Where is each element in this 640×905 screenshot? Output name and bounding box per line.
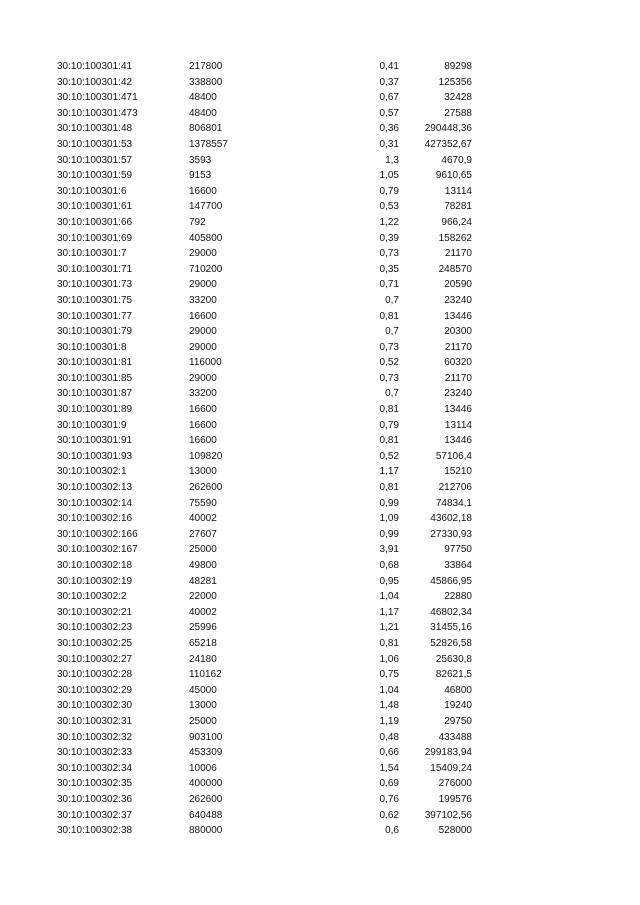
cadastral-number-cell: 30:10:100302:16: [57, 513, 133, 525]
table-row: [0, 324, 640, 340]
cadastral-number-cell: 30:10:100301:42: [57, 76, 133, 88]
value-cell: 57106,4: [435, 450, 472, 462]
cadastral-number-cell: 30:10:100302:19: [57, 575, 133, 587]
value-cell: 82621,5: [435, 669, 472, 681]
cadastral-number-cell: 30:10:100302:30: [57, 700, 133, 712]
table-row: [0, 418, 640, 434]
cadastral-number-cell: 30:10:100301:73: [57, 279, 133, 291]
table-row: [0, 121, 640, 137]
coefficient-cell: 1,06: [379, 653, 399, 665]
area-cell: 48400: [189, 92, 217, 104]
value-cell: 21170: [444, 248, 472, 260]
cadastral-number-cell: 30:10:100302:37: [57, 809, 133, 821]
table-row: [0, 184, 640, 200]
coefficient-cell: 0,36: [379, 123, 399, 135]
cadastral-number-cell: 30:10:100302:25: [57, 637, 133, 649]
coefficient-cell: 1,54: [379, 762, 399, 774]
coefficient-cell: 1,48: [379, 700, 399, 712]
area-cell: 22000: [189, 591, 217, 603]
coefficient-cell: 0,75: [379, 669, 399, 681]
coefficient-cell: 0,57: [379, 107, 399, 119]
coefficient-cell: 0,81: [379, 310, 399, 322]
table-row: [0, 745, 640, 761]
cadastral-number-cell: 30:10:100301:59: [57, 170, 133, 182]
value-cell: 13114: [444, 419, 472, 431]
table-row: [0, 340, 640, 356]
area-cell: 49800: [189, 560, 217, 571]
area-cell: 13000: [189, 700, 217, 712]
area-cell: 9153: [189, 170, 212, 182]
coefficient-cell: 1,05: [379, 170, 399, 182]
table-row: [0, 402, 640, 418]
area-cell: 16600: [189, 435, 217, 447]
table-row: [0, 106, 640, 122]
table-row: [0, 386, 640, 402]
table-row: [0, 464, 640, 480]
cadastral-number-cell: 30:10:100302:28: [57, 669, 133, 681]
cadastral-number-cell: 30:10:100301:89: [57, 404, 133, 416]
coefficient-cell: 0,48: [379, 731, 399, 743]
cadastral-number-cell: 30:10:100301:471: [57, 92, 138, 104]
coefficient-cell: 1,17: [379, 606, 399, 618]
value-cell: 46802,34: [430, 606, 472, 618]
area-cell: 48281: [189, 575, 217, 587]
area-cell: 116000: [189, 357, 222, 369]
coefficient-cell: 1,3: [385, 154, 399, 166]
value-cell: 9610,65: [435, 170, 472, 182]
table-row: [0, 59, 640, 75]
coefficient-cell: 0,52: [379, 357, 399, 369]
coefficient-cell: 0,62: [379, 809, 399, 821]
area-cell: 1378557: [189, 138, 228, 150]
value-cell: 97750: [444, 544, 472, 556]
cadastral-number-cell: 30:10:100301:473: [57, 107, 138, 119]
coefficient-cell: 0,71: [379, 279, 399, 291]
value-cell: 74834,1: [435, 497, 472, 509]
table-row: [0, 215, 640, 231]
table-row: [0, 776, 640, 792]
coefficient-cell: 0,53: [379, 201, 399, 213]
table-row: [0, 231, 640, 247]
area-cell: 45000: [189, 684, 217, 696]
cadastral-number-cell: 30:10:100302:29: [57, 684, 133, 696]
table-row: [0, 683, 640, 699]
coefficient-cell: 1,22: [379, 216, 399, 228]
area-cell: 25996: [189, 622, 217, 634]
area-cell: 25000: [189, 715, 217, 727]
coefficient-cell: 0,95: [379, 575, 399, 587]
cadastral-number-cell: 30:10:100301:48: [57, 123, 133, 135]
cadastral-number-cell: 30:10:100301:79: [57, 326, 133, 338]
value-cell: 23240: [444, 388, 472, 400]
value-cell: 290448,36: [424, 123, 472, 135]
area-cell: 405800: [189, 232, 223, 244]
area-cell: 217800: [189, 61, 223, 72]
coefficient-cell: 1,19: [379, 715, 399, 727]
table-row: [0, 605, 640, 621]
value-cell: 528000: [438, 825, 472, 837]
value-cell: 33864: [444, 560, 472, 571]
area-cell: 16600: [189, 185, 217, 197]
table-row: [0, 667, 640, 683]
table-row: [0, 620, 640, 636]
data-table: [0, 59, 640, 839]
cadastral-number-cell: 30:10:100302:38: [57, 825, 133, 837]
value-cell: 13446: [444, 404, 472, 416]
value-cell: 125356: [438, 76, 472, 88]
cadastral-number-cell: 30:10:100301:77: [57, 310, 133, 322]
area-cell: 33200: [189, 388, 217, 400]
value-cell: 427352,67: [424, 138, 472, 150]
table-row: [0, 823, 640, 839]
area-cell: 16600: [189, 419, 217, 431]
table-row: [0, 730, 640, 746]
cadastral-number-cell: 30:10:100302:1: [57, 466, 127, 478]
area-cell: 40002: [189, 606, 217, 618]
value-cell: 4670,9: [441, 154, 472, 166]
cadastral-number-cell: 30:10:100301:93: [57, 450, 133, 462]
table-row: [0, 574, 640, 590]
area-cell: 25000: [189, 544, 217, 556]
coefficient-cell: 1,04: [379, 591, 399, 603]
table-row: [0, 355, 640, 371]
area-cell: 29000: [189, 341, 217, 353]
area-cell: 110162: [189, 669, 222, 681]
cadastral-number-cell: 30:10:100301:9: [57, 419, 127, 431]
area-cell: 792: [189, 216, 206, 228]
area-cell: 29000: [189, 326, 217, 338]
area-cell: 400000: [189, 778, 223, 790]
value-cell: 43602,18: [430, 513, 472, 525]
table-row: [0, 262, 640, 278]
table-row: [0, 761, 640, 777]
area-cell: 29000: [189, 279, 217, 291]
value-cell: 276000: [438, 778, 472, 790]
area-cell: 262600: [189, 482, 223, 494]
coefficient-cell: 0,99: [379, 497, 399, 509]
value-cell: 212706: [438, 482, 472, 494]
coefficient-cell: 0,41: [379, 61, 399, 72]
value-cell: 299183,94: [424, 747, 472, 759]
cadastral-number-cell: 30:10:100302:36: [57, 793, 133, 805]
table-row: [0, 433, 640, 449]
area-cell: 13000: [189, 466, 217, 478]
table-row: [0, 636, 640, 652]
table-row: [0, 558, 640, 574]
table-row: [0, 90, 640, 106]
table-row: [0, 589, 640, 605]
coefficient-cell: 0,69: [379, 778, 399, 790]
table-row: [0, 293, 640, 309]
table-row: [0, 714, 640, 730]
value-cell: 89298: [444, 61, 472, 72]
table-row: [0, 480, 640, 496]
value-cell: 27330,93: [430, 528, 472, 540]
table-row: [0, 527, 640, 543]
value-cell: 45866,95: [430, 575, 472, 587]
area-cell: 16600: [189, 310, 217, 322]
coefficient-cell: 0,68: [379, 560, 399, 571]
table-row: [0, 277, 640, 293]
value-cell: 13446: [444, 310, 472, 322]
coefficient-cell: 0,81: [379, 435, 399, 447]
coefficient-cell: 0,79: [379, 185, 399, 197]
area-cell: 338800: [189, 76, 223, 88]
cadastral-number-cell: 30:10:100301:7: [57, 248, 127, 260]
value-cell: 19240: [444, 700, 472, 712]
table-row: [0, 199, 640, 215]
value-cell: 23240: [444, 294, 472, 306]
table-row: [0, 309, 640, 325]
coefficient-cell: 0,81: [379, 404, 399, 416]
coefficient-cell: 0,76: [379, 793, 399, 805]
value-cell: 78281: [444, 201, 472, 213]
area-cell: 27607: [189, 528, 217, 540]
value-cell: 46800: [444, 684, 472, 696]
value-cell: 20590: [444, 279, 472, 291]
area-cell: 48400: [189, 107, 217, 119]
cadastral-number-cell: 30:10:100301:69: [57, 232, 133, 244]
coefficient-cell: 0,73: [379, 341, 399, 353]
coefficient-cell: 1,21: [379, 622, 399, 634]
area-cell: 40002: [189, 513, 217, 525]
coefficient-cell: 0,39: [379, 232, 399, 244]
value-cell: 32428: [444, 92, 472, 104]
area-cell: 10006: [189, 762, 217, 774]
value-cell: 199576: [438, 793, 472, 805]
cadastral-number-cell: 30:10:100301:91: [57, 435, 133, 447]
value-cell: 13446: [444, 435, 472, 447]
cadastral-number-cell: 30:10:100302:33: [57, 747, 133, 759]
value-cell: 60320: [444, 357, 472, 369]
table-row: [0, 652, 640, 668]
coefficient-cell: 0,6: [385, 825, 399, 837]
area-cell: 109820: [189, 450, 223, 462]
area-cell: 453309: [189, 747, 223, 759]
cadastral-number-cell: 30:10:100301:81: [57, 357, 133, 369]
area-cell: 33200: [189, 294, 217, 306]
coefficient-cell: 0,31: [379, 138, 399, 150]
area-cell: 262600: [189, 793, 223, 805]
cadastral-number-cell: 30:10:100302:32: [57, 731, 133, 743]
value-cell: 29750: [444, 715, 472, 727]
table-row: [0, 496, 640, 512]
coefficient-cell: 0,7: [385, 388, 399, 400]
coefficient-cell: 0,52: [379, 450, 399, 462]
cadastral-number-cell: 30:10:100301:57: [57, 154, 133, 166]
value-cell: 52826,58: [430, 637, 472, 649]
coefficient-cell: 0,79: [379, 419, 399, 431]
coefficient-cell: 0,81: [379, 637, 399, 649]
coefficient-cell: 0,7: [385, 294, 399, 306]
area-cell: 24180: [189, 653, 217, 665]
coefficient-cell: 0,66: [379, 747, 399, 759]
cadastral-number-cell: 30:10:100302:13: [57, 482, 133, 494]
table-row: [0, 698, 640, 714]
coefficient-cell: 3,91: [379, 544, 399, 556]
cadastral-number-cell: 30:10:100302:14: [57, 497, 133, 509]
cadastral-number-cell: 30:10:100301:87: [57, 388, 133, 400]
value-cell: 20300: [444, 326, 472, 338]
cadastral-number-cell: 30:10:100301:41: [57, 61, 133, 72]
area-cell: 640488: [189, 809, 223, 821]
area-cell: 65218: [189, 637, 217, 649]
coefficient-cell: 0,81: [379, 482, 399, 494]
coefficient-cell: 0,99: [379, 528, 399, 540]
cadastral-number-cell: 30:10:100302:166: [57, 528, 138, 540]
table-row: [0, 792, 640, 808]
cadastral-number-cell: 30:10:100302:27: [57, 653, 133, 665]
cadastral-number-cell: 30:10:100302:2: [57, 591, 127, 603]
coefficient-cell: 0,73: [379, 372, 399, 384]
cadastral-number-cell: 30:10:100302:23: [57, 622, 133, 634]
value-cell: 21170: [444, 372, 472, 384]
table-row: [0, 808, 640, 824]
coefficient-cell: 0,35: [379, 263, 399, 275]
cadastral-number-cell: 30:10:100302:167: [57, 544, 138, 556]
table-row: [0, 75, 640, 91]
area-cell: 75590: [189, 497, 217, 509]
table-row: [0, 511, 640, 527]
value-cell: 25630,8: [435, 653, 472, 665]
cadastral-number-cell: 30:10:100301:71: [57, 263, 133, 275]
coefficient-cell: 1,04: [379, 684, 399, 696]
cadastral-number-cell: 30:10:100301:8: [57, 341, 127, 353]
value-cell: 248570: [438, 263, 472, 275]
cadastral-number-cell: 30:10:100302:31: [57, 715, 133, 727]
cadastral-number-cell: 30:10:100302:34: [57, 762, 133, 774]
table-row: [0, 137, 640, 153]
value-cell: 158262: [438, 232, 472, 244]
value-cell: 397102,56: [424, 809, 472, 821]
value-cell: 22880: [444, 591, 472, 603]
table-row: [0, 246, 640, 262]
area-cell: 147700: [189, 201, 223, 213]
coefficient-cell: 0,7: [385, 326, 399, 338]
cadastral-number-cell: 30:10:100301:75: [57, 294, 133, 306]
area-cell: 806801: [189, 123, 223, 135]
table-row: [0, 168, 640, 184]
value-cell: 433488: [438, 731, 472, 743]
cadastral-number-cell: 30:10:100302:18: [57, 560, 133, 571]
value-cell: 15409,24: [430, 762, 472, 774]
cadastral-number-cell: 30:10:100302:35: [57, 778, 133, 790]
table-row: [0, 371, 640, 387]
area-cell: 29000: [189, 372, 217, 384]
coefficient-cell: 1,09: [379, 513, 399, 525]
table-row: [0, 153, 640, 169]
table-row: [0, 449, 640, 465]
value-cell: 21170: [444, 341, 472, 353]
cadastral-number-cell: 30:10:100301:6: [57, 185, 127, 197]
area-cell: 903100: [189, 731, 223, 743]
cadastral-number-cell: 30:10:100301:53: [57, 138, 133, 150]
cadastral-number-cell: 30:10:100301:85: [57, 372, 133, 384]
cadastral-number-cell: 30:10:100301:61: [57, 201, 133, 213]
coefficient-cell: 0,37: [379, 76, 399, 88]
cadastral-number-cell: 30:10:100302:21: [57, 606, 133, 618]
coefficient-cell: 1,17: [379, 466, 399, 478]
area-cell: 3593: [189, 154, 212, 166]
value-cell: 966,24: [441, 216, 472, 228]
value-cell: 31455,16: [430, 622, 472, 634]
area-cell: 16600: [189, 404, 217, 416]
value-cell: 27588: [444, 107, 472, 119]
cadastral-number-cell: 30:10:100301:66: [57, 216, 133, 228]
value-cell: 13114: [444, 185, 472, 197]
area-cell: 29000: [189, 248, 217, 260]
area-cell: 710200: [189, 263, 223, 275]
coefficient-cell: 0,67: [379, 92, 399, 104]
coefficient-cell: 0,73: [379, 248, 399, 260]
area-cell: 880000: [189, 825, 223, 837]
table-row: [0, 542, 640, 558]
value-cell: 15210: [444, 466, 472, 478]
